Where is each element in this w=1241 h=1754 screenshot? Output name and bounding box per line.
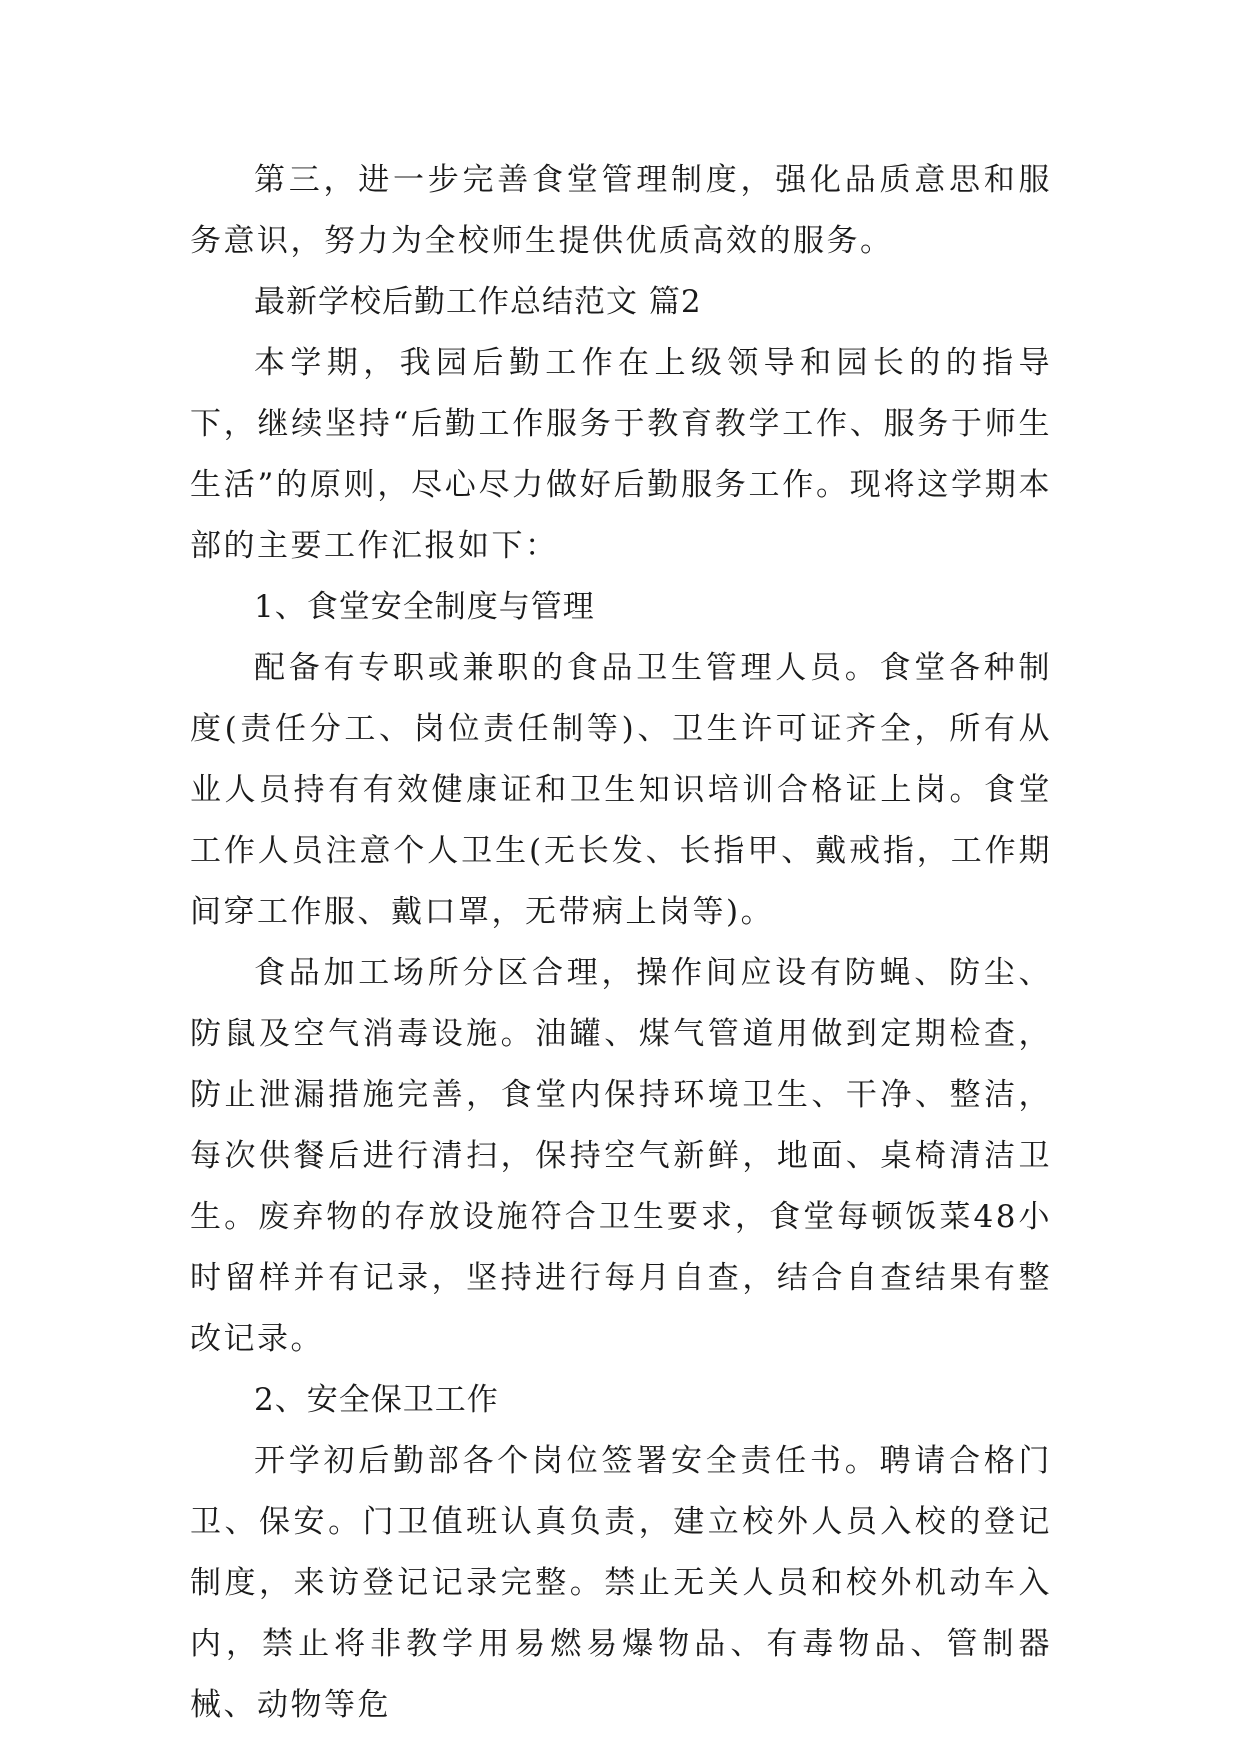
paragraph: 开学初后勤部各个岗位签署安全责任书。聘请合格门卫、保安。门卫值班认真负责，建立校外人员入校的登记制度，来访登记记录完整。禁止无关人员和校外机动车入内，禁止将非教学用易燃易爆物品、有毒物品、管制器械、动物等危 xyxy=(190,1443,1052,1723)
section-heading: 1、食堂安全制度与管理 xyxy=(254,589,595,625)
section-heading: 最新学校后勤工作总结范文 篇2 xyxy=(254,284,702,320)
paragraph: 食品加工场所分区合理，操作间应设有防蝇、防尘、防鼠及空气消毒设施。油罐、煤气管道用做到定期检查，防止泄漏措施完善，食堂内保持环境卫生、干净、整洁，每次供餐后进行清扫，保持空气新鲜，地面、桌椅清洁卫生。废弃物的存放设施符合卫生要求，食堂每顿饭菜48小时留样并有记录，坚持进行每月自查，结合自查结果有整改记录。 xyxy=(190,955,1052,1357)
paragraph: 本学期，我园后勤工作在上级领导和园长的的指导下，继续坚持“后勤工作服务于教育教学工作、服务于师生生活”的原则，尽心尽力做好后勤服务工作。现将这学期本部的主要工作汇报如下： xyxy=(190,345,1052,564)
paragraph: 第三，进一步完善食堂管理制度，强化品质意思和服务意识，努力为全校师生提供优质高效的服务。 xyxy=(190,162,1052,259)
paragraph: 配备有专职或兼职的食品卫生管理人员。食堂各种制度(责任分工、岗位责任制等)、卫生许可证齐全，所有从业人员持有有效健康证和卫生知识培训合格证上岗。食堂工作人员注意个人卫生(无长发、长指甲、戴戒指，工作期间穿工作服、戴口罩，无带病上岗等)。 xyxy=(190,650,1052,930)
section-heading: 2、安全保卫工作 xyxy=(254,1382,499,1418)
document-page xyxy=(190,150,1052,1736)
